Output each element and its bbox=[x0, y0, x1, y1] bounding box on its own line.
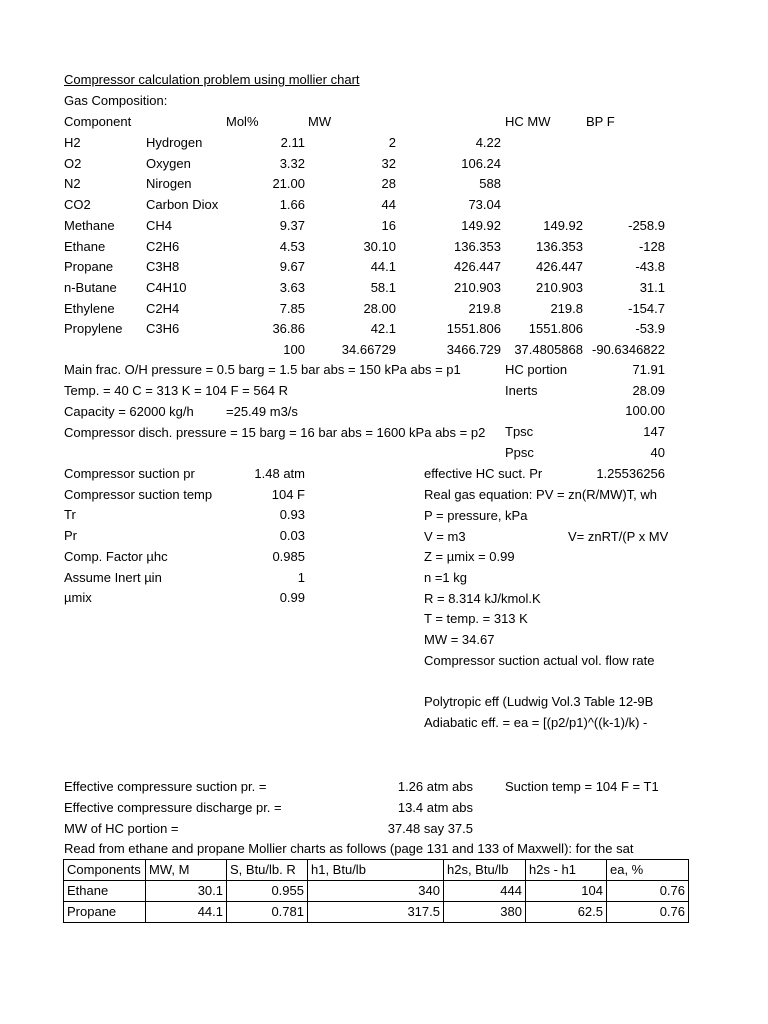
total-mol: 100 bbox=[283, 342, 305, 357]
suction-flow-rate: Compressor suction actual vol. flow rate bbox=[424, 653, 655, 668]
table-cell: 0.781 bbox=[227, 902, 308, 923]
hc-summary-value: 28.09 bbox=[632, 382, 665, 398]
condition-capacity-volume: =25.49 m3/s bbox=[226, 404, 298, 419]
total-hcmw: 37.4805868 bbox=[514, 342, 583, 357]
suction-prop-value: 0.985 bbox=[272, 548, 305, 564]
suction-prop-label: Compressor suction pr bbox=[64, 466, 195, 481]
table-cell: 380 bbox=[444, 902, 526, 923]
hc-summary-value: 147 bbox=[643, 424, 665, 440]
component-molpct: 9.37 bbox=[279, 217, 305, 233]
table-header-cell: h2s - h1 bbox=[526, 860, 607, 881]
t-definition: T = temp. = 313 K bbox=[424, 611, 528, 626]
hc-summary-value: 71.91 bbox=[632, 362, 665, 377]
component-molpct: 1.66 bbox=[279, 197, 305, 213]
table-cell: 44.1 bbox=[146, 902, 227, 923]
effective-hc-label: effective HC suct. Pr bbox=[424, 466, 543, 481]
hc-mw-value: 37.48 say 37.5 bbox=[387, 821, 473, 836]
hc-summary-label: Ppsc bbox=[505, 444, 534, 460]
effective-hc-value: 1.25536256 bbox=[596, 466, 665, 481]
component-symbol: CO2 bbox=[64, 197, 91, 213]
hc-summary-label: Tpsc bbox=[505, 424, 534, 440]
component-mw: 28 bbox=[381, 176, 396, 192]
component-mw: 44 bbox=[381, 197, 396, 213]
component-mw: 42.1 bbox=[370, 321, 396, 337]
effective-suction-value: 1.26 atm abs bbox=[397, 779, 473, 794]
component-name: Hydrogen bbox=[146, 135, 203, 150]
gas-composition-label: Gas Composition: bbox=[64, 93, 168, 108]
condition-discharge: Compressor disch. pressure = 15 barg = 16 bar abs = 1600 kPa abs = p2 bbox=[64, 425, 486, 440]
hc-summary-value: 40 bbox=[650, 444, 665, 460]
component-symbol: Propylene bbox=[64, 321, 123, 337]
table-header-cell: h1, Btu/lb bbox=[308, 860, 444, 881]
suction-prop-value: 0.93 bbox=[279, 507, 305, 523]
table-cell: 0.955 bbox=[227, 881, 308, 902]
suction-prop-value: 1 bbox=[297, 569, 305, 585]
suction-prop-label: µmix bbox=[64, 590, 92, 606]
total-mw: 34.66729 bbox=[341, 342, 396, 357]
suction-temp-note: Suction temp = 104 F = T1 bbox=[505, 779, 659, 794]
table-cell: 444 bbox=[444, 881, 526, 902]
component-boiling-point: -43.8 bbox=[635, 259, 665, 275]
table-header-cell: ea, % bbox=[607, 860, 689, 881]
component-symbol: n-Butane bbox=[64, 279, 117, 295]
component-name: C2H6 bbox=[146, 238, 180, 254]
polytropic-efficiency: Polytropic eff (Ludwig Vol.3 Table 12-9B bbox=[424, 694, 654, 709]
header-molpct: Mol% bbox=[226, 114, 259, 129]
component-symbol: H2 bbox=[64, 135, 81, 150]
effective-discharge-value: 13.4 atm abs bbox=[397, 800, 473, 815]
mollier-results-table bbox=[63, 859, 689, 923]
hc-summary-value: 100.00 bbox=[625, 403, 665, 419]
suction-prop-label: Assume Inert µin bbox=[64, 569, 162, 585]
suction-prop-label: Tr bbox=[64, 507, 76, 523]
hc-mw-label: MW of HC portion = bbox=[64, 821, 179, 836]
component-mw: 58.1 bbox=[370, 279, 396, 295]
total-bp: -90.6346822 bbox=[591, 342, 665, 357]
component-mol-x-mw: 136.353 bbox=[454, 238, 501, 254]
component-name: CH4 bbox=[146, 217, 173, 233]
table-cell: 0.76 bbox=[607, 902, 689, 923]
total-prod: 3466.729 bbox=[446, 342, 501, 357]
hc-summary-label: Inerts bbox=[505, 382, 538, 398]
table-row bbox=[64, 902, 689, 923]
z-definition: Z = µmix = 0.99 bbox=[424, 549, 515, 564]
component-mol-x-mw: 588 bbox=[479, 176, 501, 192]
suction-prop-label: Pr bbox=[64, 528, 77, 544]
suction-prop-value: 0.99 bbox=[279, 590, 305, 606]
component-hc-mw: 1551.806 bbox=[528, 321, 583, 337]
component-molpct: 9.67 bbox=[279, 259, 305, 275]
component-mol-x-mw: 4.22 bbox=[475, 135, 501, 150]
component-name: Carbon Diox bbox=[146, 197, 219, 213]
component-hc-mw: 149.92 bbox=[543, 217, 583, 233]
real-gas-equation: Real gas equation: PV = zn(R/MW)T, wh bbox=[424, 487, 658, 502]
component-mol-x-mw: 73.04 bbox=[468, 197, 501, 213]
header-component: Component bbox=[64, 114, 132, 129]
table-cell: 30.1 bbox=[146, 881, 227, 902]
component-boiling-point: -154.7 bbox=[628, 300, 665, 316]
component-symbol: Ethylene bbox=[64, 300, 115, 316]
condition-capacity: Capacity = 62000 kg/h bbox=[64, 404, 194, 419]
table-header-cell: h2s, Btu/lb bbox=[444, 860, 526, 881]
table-header-cell: Components bbox=[64, 860, 146, 881]
component-molpct: 3.32 bbox=[279, 155, 305, 171]
component-mw: 16 bbox=[381, 217, 396, 233]
table-cell: 317.5 bbox=[308, 902, 444, 923]
table-row bbox=[64, 881, 689, 902]
table-cell: 0.76 bbox=[607, 881, 689, 902]
effective-discharge-label: Effective compressure discharge pr. = bbox=[64, 800, 282, 815]
suction-prop-label: Compressor suction temp bbox=[64, 486, 213, 502]
component-name: C3H6 bbox=[146, 321, 180, 337]
suction-prop-label: Comp. Factor µhc bbox=[64, 548, 168, 564]
r-definition: R = 8.314 kJ/kmol.K bbox=[424, 591, 541, 606]
adiabatic-efficiency: Adiabatic eff. = ea = [(p2/p1)^((k-1)/k) - bbox=[424, 715, 648, 730]
table-cell: 104 bbox=[526, 881, 607, 902]
suction-prop-value: 104 F bbox=[271, 486, 305, 502]
suction-prop-value: 0.03 bbox=[279, 528, 305, 544]
effective-suction-label: Effective compressure suction pr. = bbox=[64, 779, 267, 794]
component-mw: 30.10 bbox=[363, 238, 396, 254]
page-title: Compressor calculation problem using mollier chart bbox=[64, 72, 360, 87]
component-hc-mw: 136.353 bbox=[536, 238, 583, 254]
pressure-definition: P = pressure, kPa bbox=[424, 508, 528, 523]
table-cell: Ethane bbox=[64, 881, 146, 902]
component-name: Oxygen bbox=[146, 155, 191, 171]
component-mw: 44.1 bbox=[370, 259, 396, 275]
component-hc-mw: 426.447 bbox=[536, 259, 583, 275]
table-header-cell: MW, M bbox=[146, 860, 227, 881]
component-molpct: 7.85 bbox=[279, 300, 305, 316]
component-hc-mw: 219.8 bbox=[550, 300, 583, 316]
component-name: Nirogen bbox=[146, 176, 192, 192]
component-symbol: O2 bbox=[64, 155, 82, 171]
component-hc-mw: 210.903 bbox=[536, 279, 583, 295]
hc-summary-label: HC portion bbox=[505, 362, 568, 377]
component-symbol: Methane bbox=[64, 217, 115, 233]
component-molpct: 2.11 bbox=[280, 135, 305, 150]
component-symbol: N2 bbox=[64, 176, 81, 192]
volume-formula: V= znRT/(P x MV bbox=[568, 529, 669, 544]
component-boiling-point: -258.9 bbox=[628, 217, 665, 233]
component-mol-x-mw: 426.447 bbox=[454, 259, 501, 275]
volume-definition: V = m3 bbox=[424, 529, 466, 544]
header-mw: MW bbox=[308, 114, 332, 129]
component-boiling-point: -128 bbox=[638, 238, 665, 254]
table-cell: 340 bbox=[308, 881, 444, 902]
header-bpf: BP F bbox=[586, 114, 615, 129]
component-name: C3H8 bbox=[146, 259, 180, 275]
component-mw: 28.00 bbox=[363, 300, 396, 316]
mw-definition: MW = 34.67 bbox=[424, 632, 495, 647]
component-symbol: Ethane bbox=[64, 238, 106, 254]
component-molpct: 3.63 bbox=[279, 279, 305, 295]
component-boiling-point: 31.1 bbox=[639, 279, 665, 295]
component-mol-x-mw: 149.92 bbox=[461, 217, 501, 233]
component-mw: 2 bbox=[388, 135, 396, 150]
suction-prop-value: 1.48 atm bbox=[254, 466, 305, 481]
table-header-row bbox=[64, 860, 689, 881]
component-molpct: 21.00 bbox=[272, 176, 305, 192]
component-mol-x-mw: 1551.806 bbox=[446, 321, 501, 337]
component-mol-x-mw: 219.8 bbox=[468, 300, 501, 316]
mollier-chart-note: Read from ethane and propane Mollier charts as follows (page 131 and 133 of Maxwell): for the sat bbox=[64, 841, 634, 856]
component-boiling-point: -53.9 bbox=[635, 321, 665, 337]
header-hcmw: HC MW bbox=[505, 114, 551, 129]
table-cell: 62.5 bbox=[526, 902, 607, 923]
component-mw: 32 bbox=[381, 155, 396, 171]
table-cell: Propane bbox=[64, 902, 146, 923]
component-name: C4H10 bbox=[146, 279, 187, 295]
component-mol-x-mw: 210.903 bbox=[454, 279, 501, 295]
component-name: C2H4 bbox=[146, 300, 180, 316]
component-molpct: 4.53 bbox=[279, 238, 305, 254]
component-mol-x-mw: 106.24 bbox=[461, 155, 501, 171]
condition-pressure: Main frac. O/H pressure = 0.5 barg = 1.5 bar abs = 150 kPa abs = p1 bbox=[64, 362, 461, 377]
table-header-cell: S, Btu/lb. R bbox=[227, 860, 308, 881]
component-symbol: Propane bbox=[64, 259, 114, 275]
n-definition: n =1 kg bbox=[424, 570, 468, 585]
condition-temperature: Temp. = 40 C = 313 K = 104 F = 564 R bbox=[64, 383, 289, 398]
component-molpct: 36.86 bbox=[272, 321, 305, 337]
